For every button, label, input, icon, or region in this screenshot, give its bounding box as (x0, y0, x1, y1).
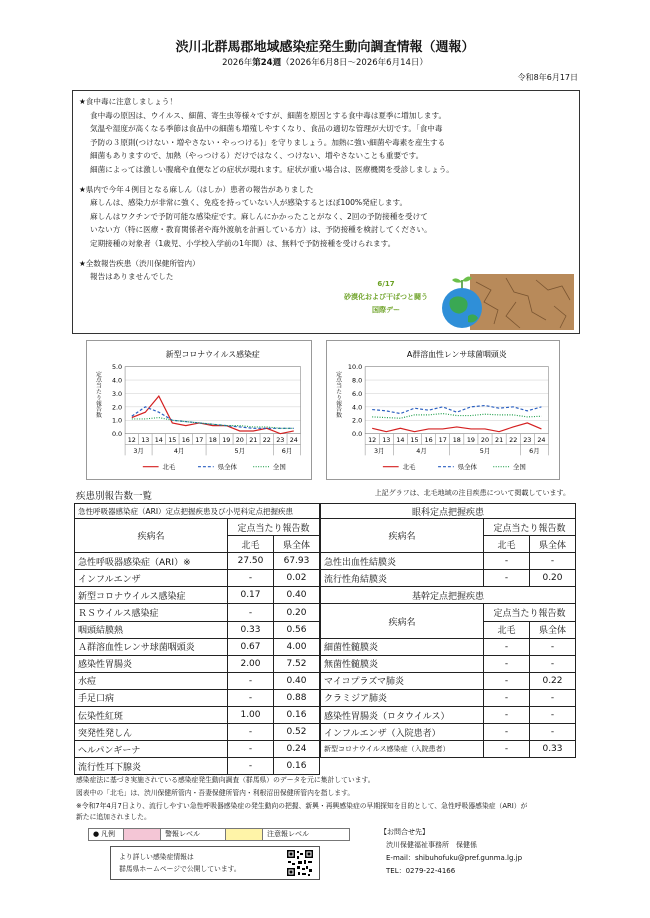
value-prefecture: 67.93 (274, 553, 320, 570)
value-prefecture: - (530, 724, 576, 741)
x-tick-label: 12 (368, 436, 377, 445)
x-tick-label: 15 (410, 436, 419, 445)
x-tick-label: 16 (181, 436, 190, 445)
table-row (75, 758, 320, 775)
footnote: 感染症法に基づき実施されている感染症発生動向調査（群馬県）のデータを元に集計しています。 (76, 776, 375, 784)
y-tick-label: 4.0 (111, 376, 123, 385)
ad-line1: 砂漠化および干ばつと闘う (344, 293, 428, 301)
chart-note: 上記グラフは、北毛地域の注目疾患について掲載しています。 (374, 489, 570, 497)
month-label: 6月 (529, 446, 540, 455)
y-tick-label: 2.0 (351, 416, 363, 425)
value-prefecture: 0.56 (274, 621, 320, 638)
disease-name: 突発性発しん (75, 724, 228, 741)
report-period (0, 56, 650, 68)
disease-name: 新型コロナウイルス感染症（入院患者） (321, 741, 484, 758)
table-row (75, 741, 320, 758)
series-line-0 (372, 423, 541, 432)
x-tick-label: 13 (141, 436, 150, 445)
x-tick-label: 13 (382, 436, 391, 445)
disease-name: 無菌性髄膜炎 (321, 655, 484, 672)
awareness-day-text (340, 278, 432, 317)
news-heading-all-report: ★全数報告疾患（渋川保健所管内） (79, 258, 200, 268)
disease-name: 感染性胃腸炎（ロタウイルス） (321, 707, 484, 724)
value-hokumo: - (484, 638, 530, 655)
info-line1: より詳しい感染症情報は (119, 853, 194, 861)
value-hokumo: - (228, 604, 274, 621)
legend-entry: 県全体 (457, 463, 477, 472)
table-row (75, 587, 320, 604)
plot-frame (365, 367, 548, 434)
right-table-section-core: 基幹定点把握疾患 (321, 587, 576, 604)
disease-name: Ａ群溶血性レンサ球菌咽頭炎 (75, 638, 228, 655)
value-prefecture: 0.40 (274, 587, 320, 604)
table-title: 疾患別報告数一覧 (76, 491, 153, 502)
contact-org: 渋川保健福祉事務所 保健係 (386, 841, 477, 849)
value-hokumo: 0.33 (228, 621, 274, 638)
col-hokumo: 北毛 (484, 536, 530, 553)
value-hokumo: - (484, 689, 530, 706)
legend (88, 828, 350, 841)
value-prefecture: 0.22 (530, 672, 576, 689)
table-row (75, 638, 320, 655)
ad-line2: 国際デー (372, 306, 400, 314)
col-disease-name: 疾病名 (75, 519, 228, 553)
ad-date: 6/17 (377, 280, 395, 288)
table-row (321, 655, 576, 672)
disease-name: 咽頭結膜熱 (75, 621, 228, 638)
disease-name: 流行性角結膜炎 (321, 570, 484, 587)
news-heading-food: ★食中毒に注意しましょう！ (79, 97, 177, 106)
x-tick-label: 19 (222, 436, 231, 445)
value-prefecture: 0.52 (274, 724, 320, 741)
legend-warning: 警報レベル (165, 830, 200, 838)
chart-title: A群溶血性レンサ球菌咽頭炎 (406, 349, 507, 359)
contact-info (380, 826, 522, 878)
footnote: ※令和7年4月7日より、流行しやすい急性呼吸器感染症の発生動向の把握、新興・再興感染症の早期探知を目的として、急性呼吸器感染症（ARI）が (76, 802, 528, 810)
value-prefecture: 0.20 (530, 570, 576, 587)
news-line: 麻しんは、感染力が非常に強く、免疫を持っていない人が感染するとほぼ100%発症します。 (90, 198, 408, 208)
contact-email[interactable]: E-mail：shibuhofuku@pref.gunma.lg.jp (386, 854, 523, 862)
news-line: 気温や湿度が高くなる季節は食品中の細菌も増殖しやすくなり、食品の適切な管理が大切です。「食中毒 (90, 124, 443, 134)
disease-name: ＲＳウイルス感染症 (75, 604, 228, 621)
table-row (75, 621, 320, 638)
value-hokumo: 0.17 (228, 587, 274, 604)
value-hokumo: 2.00 (228, 655, 274, 672)
value-hokumo: - (484, 553, 530, 570)
news-line: 定期接種の対象者（1歳児、小学校入学前の1年間）は、無料で予防接種を受けられます。 (90, 238, 396, 248)
chart-covid (86, 340, 312, 480)
x-tick-label: 12 (127, 436, 136, 445)
legend-entry: 全国 (272, 463, 286, 472)
value-prefecture: 0.24 (274, 741, 320, 758)
value-prefecture: - (530, 689, 576, 706)
issue-date: 令和8年6月17日 (517, 73, 578, 82)
col-prefecture: 県全体 (530, 621, 576, 638)
y-axis-label: 定点当たり報告数 (94, 370, 101, 418)
month-label: 6月 (281, 446, 293, 455)
table-row (321, 707, 576, 724)
left-table (74, 503, 320, 775)
x-tick-label: 21 (249, 436, 258, 445)
chart-title: 新型コロナウイルス感染症 (165, 349, 260, 359)
value-hokumo: - (228, 724, 274, 741)
disease-name: ヘルパンギーナ (75, 741, 228, 758)
chart-strep-svg (327, 341, 559, 479)
disease-name: 感染性胃腸炎 (75, 655, 228, 672)
right-table-section-eye: 眼科定点把握疾患 (321, 504, 576, 519)
news-line: 予防の３原則(つけない・増やさない・やっつける)」を守りましょう。加熱に強い細菌や毒素を産生する (90, 137, 446, 147)
col-hokumo: 北毛 (484, 621, 530, 638)
month-label: 5月 (479, 446, 491, 455)
y-tick-label: 1.0 (111, 416, 123, 425)
y-tick-label: 4.0 (351, 403, 363, 412)
y-axis-label: 定点当たり報告数 (334, 370, 341, 418)
value-prefecture: - (530, 553, 576, 570)
series-line-2 (132, 418, 294, 429)
table-row (75, 655, 320, 672)
table-row (321, 638, 576, 655)
disease-name: インフルエンザ (75, 570, 228, 587)
value-prefecture: 0.40 (274, 672, 320, 689)
col-per-site: 定点当たり報告数 (484, 604, 576, 621)
chart-covid-svg (87, 341, 311, 479)
caution-swatch (225, 829, 263, 840)
value-hokumo: - (484, 707, 530, 724)
x-tick-label: 24 (289, 436, 298, 445)
right-table (320, 503, 576, 758)
value-prefecture: 0.88 (274, 689, 320, 706)
disease-name: クラミジア肺炎 (321, 689, 484, 706)
value-prefecture: - (530, 707, 576, 724)
disease-name: 水痘 (75, 672, 228, 689)
footnote: 図表中の「北毛」は、渋川保健所管内・吾妻保健所管内・利根沼田保健所管内を指します。 (76, 789, 355, 797)
value-hokumo: - (228, 570, 274, 587)
value-prefecture: - (530, 655, 576, 672)
legend-entry: 北毛 (162, 463, 176, 472)
legend-label: 凡例 (101, 830, 115, 838)
x-tick-label: 20 (235, 436, 244, 445)
value-hokumo: - (484, 570, 530, 587)
contact-tel: TEL：0279-22-4166 (386, 867, 456, 875)
value-hokumo: 1.00 (228, 707, 274, 724)
disease-name: 新型コロナウイルス感染症 (75, 587, 228, 604)
x-tick-label: 15 (168, 436, 177, 445)
y-tick-label: 0.0 (111, 430, 123, 439)
value-hokumo: - (484, 672, 530, 689)
x-tick-label: 22 (509, 436, 518, 445)
table-row (75, 689, 320, 706)
col-per-site: 定点当たり報告数 (484, 519, 576, 536)
subtitle-week: 第24週 (252, 58, 282, 68)
table-row (321, 672, 576, 689)
legend-entry: 北毛 (402, 463, 416, 472)
y-tick-label: 8.0 (351, 376, 363, 385)
news-line: 細菌もありますので、加熱（やっつける）だけではなく、つけない、増やさないことも重要です。 (90, 151, 424, 161)
disease-name: インフルエンザ（入院患者） (321, 724, 484, 741)
month-label: 4月 (416, 446, 427, 455)
x-tick-label: 14 (154, 436, 163, 445)
y-tick-label: 0.0 (351, 430, 363, 439)
table-row (321, 689, 576, 706)
legend-entry: 全国 (512, 463, 526, 472)
y-tick-label: 10.0 (347, 363, 363, 372)
x-tick-label: 17 (195, 436, 204, 445)
table-row (75, 604, 320, 621)
month-label: 3月 (373, 446, 385, 455)
chart-strep (326, 340, 560, 480)
legend-entry: 県全体 (217, 463, 237, 472)
month-label: 4月 (173, 446, 185, 455)
value-hokumo: - (228, 741, 274, 758)
news-line: 報告はありませんでした (90, 272, 174, 282)
y-tick-label: 2.0 (111, 403, 123, 412)
value-prefecture: 0.16 (274, 707, 320, 724)
value-prefecture: 0.33 (530, 741, 576, 758)
series-line-2 (372, 414, 541, 419)
x-tick-label: 19 (466, 436, 475, 445)
col-hokumo: 北毛 (228, 536, 274, 553)
x-tick-label: 22 (262, 436, 271, 445)
footnote: 新たに追加されました。 (76, 813, 151, 821)
table-row (321, 724, 576, 741)
value-hokumo: - (484, 741, 530, 758)
month-label: 3月 (133, 446, 144, 455)
value-hokumo: 27.50 (228, 553, 274, 570)
page-title: 渋川北群馬郡地域感染症発生動向調査情報（週報） (175, 40, 475, 55)
x-tick-label: 16 (424, 436, 433, 445)
news-line: 食中毒の原因は、ウイルス、細菌、寄生虫等様々ですが、細菌を原因とする食中毒は夏季に増加します。 (90, 110, 447, 120)
value-hokumo: - (484, 655, 530, 672)
legend-bullet: ● (93, 830, 100, 838)
disease-name: 細菌性髄膜炎 (321, 638, 484, 655)
info-line2: 群馬県ホームページで公開しています。 (119, 865, 241, 873)
table-row (75, 553, 320, 570)
x-tick-label: 21 (495, 436, 504, 445)
table-row (75, 570, 320, 587)
value-prefecture: 7.52 (274, 655, 320, 672)
table-row (75, 672, 320, 689)
x-tick-label: 23 (523, 436, 532, 445)
value-prefecture: 0.02 (274, 570, 320, 587)
value-prefecture: 0.20 (274, 604, 320, 621)
col-per-site: 定点当たり報告数 (228, 519, 320, 536)
col-disease-name: 疾病名 (321, 604, 484, 638)
legend-caution: 注意報レベル (267, 830, 309, 838)
contact-title: 【お問合せ先】 (380, 828, 429, 836)
x-tick-label: 17 (438, 436, 447, 445)
qr-code-icon[interactable] (286, 849, 314, 877)
x-tick-label: 18 (452, 436, 461, 445)
value-prefecture: 0.16 (274, 758, 320, 775)
y-tick-label: 6.0 (351, 389, 363, 398)
news-line: 麻しんはワクチンで予防可能な感染症です。麻しんにかかったことがなく、2回の予防接種を受けて (90, 211, 428, 221)
globe-drought-illustration (436, 272, 574, 330)
table-row (75, 707, 320, 724)
subtitle-year: 2026年 (222, 58, 253, 68)
value-hokumo: - (228, 758, 274, 775)
value-prefecture: - (530, 638, 576, 655)
value-hokumo: 0.67 (228, 638, 274, 655)
col-prefecture: 県全体 (530, 536, 576, 553)
subtitle-range: （2026年6月8日～2026年6月14日） (281, 58, 428, 68)
col-prefecture: 県全体 (274, 536, 320, 553)
disease-name: 急性呼吸器感染症（ARI）※ (75, 553, 228, 570)
warning-swatch (123, 829, 161, 840)
table-row (321, 570, 576, 587)
table-row (321, 741, 576, 758)
y-tick-label: 3.0 (111, 389, 123, 398)
news-line: いない方（特に医療・教育関係者や海外渡航を計画している方）は、予防接種を検討してください。 (90, 225, 432, 235)
x-tick-label: 14 (396, 436, 405, 445)
y-tick-label: 5.0 (111, 363, 123, 372)
disease-name: 手足口病 (75, 689, 228, 706)
table-row (75, 724, 320, 741)
value-hokumo: - (228, 672, 274, 689)
value-hokumo: - (228, 689, 274, 706)
col-disease-name: 疾病名 (321, 519, 484, 553)
table-row (321, 553, 576, 570)
news-line: 細菌によっては激しい腹痛や血便などの症状が現れます。症状が重い場合は、医療機関を受診しましょう。 (90, 164, 454, 174)
news-heading-measles: ★県内で今年４例目となる麻しん（はしか）患者の報告がありました (79, 184, 314, 194)
month-label: 5月 (234, 446, 246, 455)
x-tick-label: 20 (480, 436, 490, 445)
value-hokumo: - (484, 724, 530, 741)
x-tick-label: 24 (537, 436, 546, 445)
disease-name: 急性出血性結膜炎 (321, 553, 484, 570)
x-tick-label: 18 (208, 436, 217, 445)
value-prefecture: 4.00 (274, 638, 320, 655)
plot-frame (125, 367, 300, 434)
disease-name: 流行性耳下腺炎 (75, 758, 228, 775)
left-table-section: 急性呼吸器感染症（ARI）定点把握疾患及び小児科定点把握疾患 (75, 504, 320, 519)
disease-name: マイコプラズマ肺炎 (321, 672, 484, 689)
disease-name: 伝染性紅斑 (75, 707, 228, 724)
x-tick-label: 23 (276, 436, 285, 445)
